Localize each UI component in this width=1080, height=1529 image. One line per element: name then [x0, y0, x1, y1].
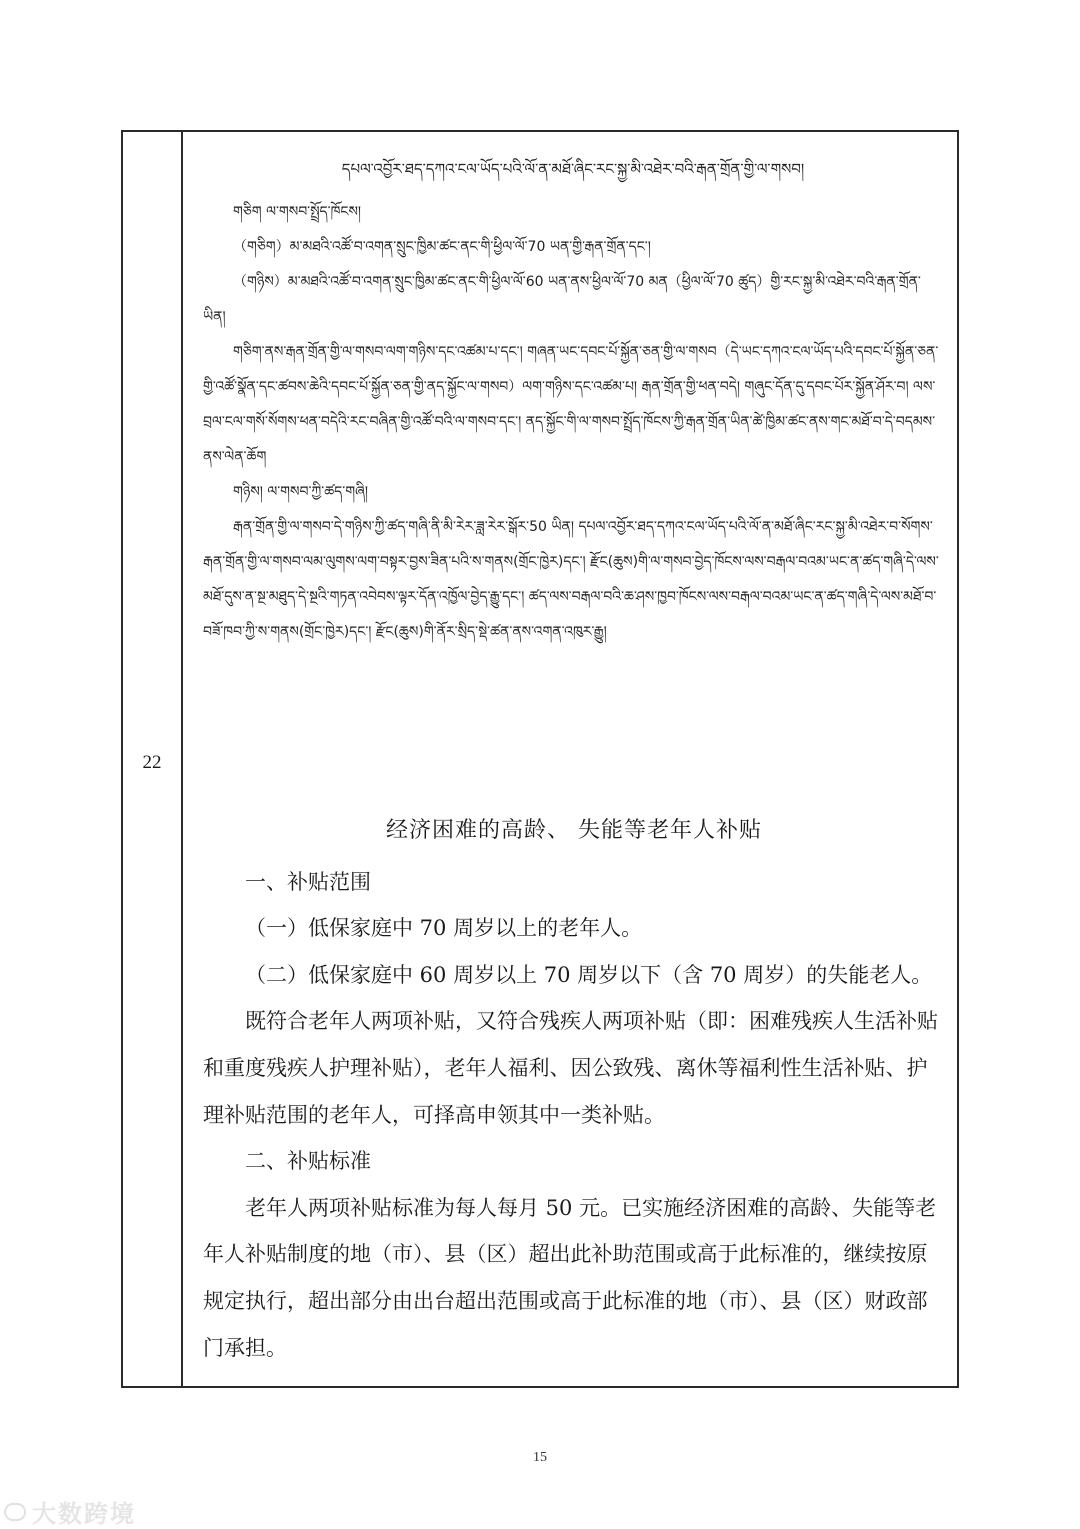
document-table [121, 130, 959, 1388]
scope-item-1: （一）低保家庭中 70 周岁以上的老年人。 [245, 916, 643, 941]
watermark-logo-icon [4, 1503, 26, 1521]
chinese-title: 经济困难的高龄、 失能等老年人补贴 [386, 818, 762, 843]
tibetan-paragraph: （གཅིག）མ་མཐའི་འཚོ་བ་འགན་སྲུང་ཁྱིམ་ཚང་ནང་གི་ཕྱིལ་ལོ་70 ཡན་གྱི་རྒན་གྲོན་དང་། [233, 239, 651, 255]
content-cell [185, 132, 957, 1386]
tibetan-paragraph: （གཉིས）མ་མཐའི་འཚོ་བ་འགན་སྲུང་ཁྱིམ་ཚང་ནང་གི་ཕྱིལ་ལོ་60 ཡན་ནས་ཕྱིལ་ལོ་70 མན（ཕྱིལ་ལོ་70 ཚུད）གྱི་རང་སྐྱ་མི་འཐེར་བའི་རྒན་གྲོན་ཡིན། [203, 274, 921, 325]
page-number: 15 [533, 1450, 547, 1465]
tibetan-paragraph: གཅིག་ནས་རྒན་གྲོན་གྱི་ལ་གསབ་ལག་གཉིས་དང་འཚམ་པ་དང་། གཞན་ཡང་དབང་པོ་སྐྱོན་ཅན་གྱི་ལ་གསབ（དེ་ཡང་དཀའ་ངལ་ཡོད་པའི་དབང་པོ་སྐྱོན་ཅན་གྱི་འཚོ་སྣོན་དང་ཚབས་ཆེའི་དབང་པོ་སྐྱོན་ཅན་གྱི་ནད་སྐྱོང་ལ་གསབ）ལག་གཉིས་དང་འཚམ་པ། རྒན་གྲོན་གྱི་ཕན་བདེ། གཞུང་དོན་དུ་དབང་པོར་སྐྱོན་ཤོར་བ། ལས་བྲལ་ངལ་གསོ་སོགས་ཕན་བདེའི་རང་བཞིན་གྱི་འཚོ་བའི་ལ་གསབ་དང་། ནད་སྐྱོང་གི་ལ་གསབ་སྤྲོད་ཁོངས་ཀྱི་རྒན་གྲོན་ཡིན་ཚེ་ཁྱིམ་ཚང་ནས་གང་མཐོ་བ་དེ་བདམས་ནས་ལེན་ཆོག [203, 344, 939, 465]
tibetan-paragraph: རྒན་གྲོན་གྱི་ལ་གསབ་དེ་གཉིས་ཀྱི་ཚད་གཞི་ནི་མི་རེར་ཟླ་རེར་སྒོར་50 ཡིན། དཔལ་འབྱོར་ཐད་དཀའ་ངལ་ཡོད་པའི་ལོ་ན་མཐོ་ཞིང་རང་སྐྱ་མི་འཐེར་བ་སོགས་རྒན་གྲོན་གྱི་ལ་གསབ་ལམ་ལུགས་ལག་བསྟར་བྱས་ཟིན་པའི་ས་གནས(གྲོང་ཁྱེར)དང་། རྫོང(ཆུས)གི་ལ་གསབ་བྱེད་ཁོངས་ལས་བརྒལ་བའམ་ཡང་ན་ཚད་གཞི་དེ་ལས་མཐོ་དུས་ན་སྔ་མཐུད་དེ་སྔའི་གཏན་འབེབས་ལྟར་དོན་འཁྱོལ་བྱེད་རྒྱུ་དང་། ཚད་ལས་བརྒལ་བའི་ཆ་ཤས་ཁྱབ་ཁོངས་ལས་བརྒལ་བའམ་ཡང་ན་ཚད་གཞི་དེ་ལས་མཐོ་བ་བཟོ་ཁབ་ཀྱི་ས་གནས(གྲོང་ཁྱེར)དང་། རྫོང(ཆུས)གི་ནོར་སྲིད་སྡེ་ཚན་ནས་འགན་འཁུར་རྒྱུ། [203, 519, 939, 640]
tibetan-title: དཔལ་འབྱོར་ཐད་དཀའ་ངལ་ཡོད་པའི་ལོ་ན་མཐོ་ཞིང་རང་སྐྱ་མི་འཐེར་བའི་རྒན་གྲོན་གྱི་ལ་གསབ། [341, 160, 805, 178]
standard-text: 老年人两项补贴标准为每人每月 50 元。已实施经济困难的高龄、失能等老年人补贴制度的地（市）、县（区）超出此补助范围或高于此标准的，继续按原规定执行，超出部分由出台超出范围或高于此标准的地（市）、县（区）财政部门承担。 [203, 1195, 937, 1360]
scope-item-2: （二）低保家庭中 60 周岁以上 70 周岁以下（含 70 周岁）的失能老人。 [245, 962, 933, 987]
tibetan-paragraph: གཅིག ལ་གསབ་སྤྲོད་ཁོངས། [233, 204, 362, 220]
scope-note: 既符合老年人两项补贴，又符合残疾人两项补贴（即：困难残疾人生活补贴和重度残疾人护理补贴），老年人福利、因公致残、离休等福利性生活补贴、护理补贴范围的老年人，可择高申领其中一类补贴。 [203, 1009, 938, 1127]
section-heading-scope: 一、补贴范围 [245, 869, 371, 894]
section-heading-standard: 二、补贴标准 [245, 1149, 371, 1174]
tibetan-paragraph: གཉིས། ལ་གསབ་ཀྱི་ཚད་གཞི། [233, 484, 368, 500]
watermark-text: 大数跨境 [32, 1500, 136, 1528]
chinese-section [203, 808, 945, 1371]
row-number: 22 [142, 752, 162, 773]
tibetan-section [203, 146, 943, 782]
row-number-column [123, 132, 183, 1386]
watermark [4, 1494, 136, 1529]
